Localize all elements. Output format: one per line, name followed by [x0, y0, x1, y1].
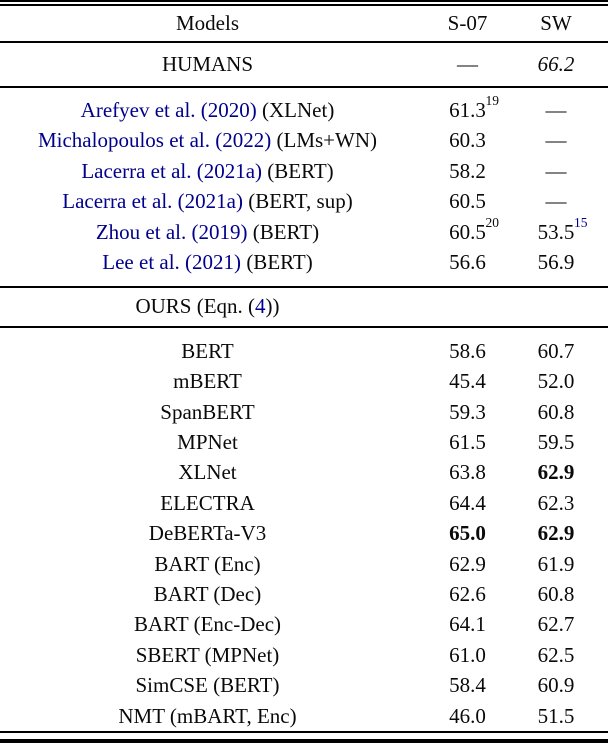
model-variant: (LMs+WN) [271, 128, 378, 153]
table-row [0, 458, 608, 488]
footnote-ref: 20 [485, 214, 499, 230]
bottom-rule-outer [0, 739, 608, 743]
model-variant: (BERT) [241, 250, 313, 275]
table-row [0, 95, 608, 125]
s07-cell: 60.3 [449, 128, 486, 153]
column-header-models: Models [176, 11, 239, 36]
model-cell: NMT (mBART, Enc) [118, 703, 297, 728]
table-row [0, 156, 608, 186]
sw-cell: — [545, 98, 567, 123]
table-row [0, 640, 608, 670]
s07-cell: 56.6 [449, 250, 486, 275]
sw-cell: 56.9 [537, 250, 575, 275]
s07-cell: 45.4 [449, 369, 486, 394]
table-header-row [0, 6, 608, 41]
s07-cell: 58.4 [449, 673, 486, 698]
footnote-ref: 19 [485, 93, 499, 109]
equation-link[interactable]: 4 [255, 294, 266, 319]
table-row [0, 367, 608, 397]
model-cell: BERT [181, 338, 234, 363]
sw-cell: 51.5 [537, 703, 575, 728]
sw-cell-best: 62.9 [537, 521, 575, 546]
model-cell: mBERT [173, 369, 242, 394]
ours-results-section [0, 328, 608, 731]
sw-cell: 52.0 [537, 369, 575, 394]
s07-cell: 58.6 [449, 338, 486, 363]
model-variant: (BERT) [262, 158, 334, 183]
sw-cell: 59.5 [537, 430, 575, 455]
table-row [0, 549, 608, 579]
s07-cell: 62.9 [449, 551, 486, 576]
model-cell: BART (Dec) [153, 582, 262, 607]
model-cell [0, 220, 415, 245]
humans-label: HUMANS [161, 52, 253, 77]
model-cell [0, 189, 415, 214]
table-row [0, 397, 608, 427]
s07-cell: 60.5 [449, 189, 486, 214]
model-cell: SimCSE (BERT) [135, 673, 280, 698]
sw-cell: 60.9 [537, 673, 575, 698]
sw-cell: 60.8 [537, 582, 575, 607]
sw-cell: 62.5 [537, 642, 575, 667]
model-cell [0, 250, 415, 275]
model-variant: (BERT) [247, 219, 320, 244]
s07-cell: 59.3 [449, 399, 486, 424]
table-row [0, 488, 608, 518]
ours-section-label: OURS (Eqn. (4)) [135, 294, 280, 319]
model-cell: SpanBERT [160, 399, 255, 424]
sw-cell: — [545, 158, 567, 183]
table-row [0, 336, 608, 366]
table-row [0, 579, 608, 609]
sw-cell-best: 62.9 [537, 460, 575, 485]
s07-cell: 64.1 [449, 612, 486, 637]
ours-section-header-row [0, 288, 608, 327]
table-row [0, 610, 608, 640]
humans-row [0, 43, 608, 86]
citation-link[interactable]: Lee et al. (2021) [102, 250, 242, 275]
table-row [0, 671, 608, 701]
table-row [0, 214, 608, 247]
sw-cell: 60.8 [537, 399, 575, 424]
citation-link[interactable]: Arefyev et al. (2020) [80, 98, 257, 123]
s07-cell: 58.2 [449, 158, 486, 183]
model-cell: ELECTRA [160, 490, 255, 515]
s07-cell: 61.5 [449, 430, 486, 455]
s07-cell: 62.6 [449, 582, 486, 607]
sw-cell: 62.3 [537, 490, 575, 515]
table-row [0, 701, 608, 731]
model-variant: (XLNet) [256, 98, 335, 123]
table-row [0, 519, 608, 549]
prior-work-section [0, 88, 608, 285]
citation-link[interactable]: Lacerra et al. (2021a) [81, 158, 263, 183]
s07-cell: 64.4 [449, 490, 486, 515]
table-row [0, 427, 608, 457]
column-header-s07: S-07 [447, 11, 488, 36]
model-variant: (BERT, sup) [242, 189, 353, 214]
sw-cell: — [545, 128, 567, 153]
citation-link[interactable]: Michalopoulos et al. (2022) [37, 128, 272, 153]
model-cell: BART (Enc) [154, 551, 261, 576]
s07-cell [415, 214, 520, 245]
footnote-ref-link[interactable]: 15 [574, 214, 588, 230]
sw-cell [520, 214, 608, 245]
humans-sw-value: 66.2 [537, 52, 575, 77]
model-cell: XLNet [178, 460, 237, 485]
sw-cell: 61.9 [537, 551, 575, 576]
column-header-sw: SW [540, 11, 572, 36]
score-value: 53.5 15 [537, 214, 588, 244]
citation-link[interactable]: Lacerra et al. (2021a) [62, 189, 243, 214]
model-cell: DeBERTa-V3 [148, 521, 267, 546]
sw-cell: 62.7 [537, 612, 575, 637]
model-cell [0, 159, 415, 184]
sw-cell: — [545, 189, 567, 214]
table-row [0, 187, 608, 217]
table-row [0, 247, 608, 277]
citation-link[interactable]: Zhou et al. (2019) [95, 219, 248, 244]
model-cell [0, 128, 415, 153]
score-value: 61.3 19 [449, 93, 499, 123]
humans-s07-value: — [457, 52, 478, 77]
s07-cell [415, 93, 520, 123]
model-cell: SBERT (MPNet) [135, 642, 280, 667]
s07-cell-best: 65.0 [449, 521, 486, 546]
model-cell [0, 98, 415, 123]
s07-cell: 46.0 [449, 703, 486, 728]
s07-cell: 63.8 [449, 460, 486, 485]
table-row [0, 126, 608, 156]
score-value: 60.5 20 [449, 214, 499, 244]
model-cell: MPNet [177, 430, 238, 455]
model-cell: BART (Enc-Dec) [133, 612, 282, 637]
s07-cell: 61.0 [449, 642, 486, 667]
sw-cell: 60.7 [537, 338, 575, 363]
